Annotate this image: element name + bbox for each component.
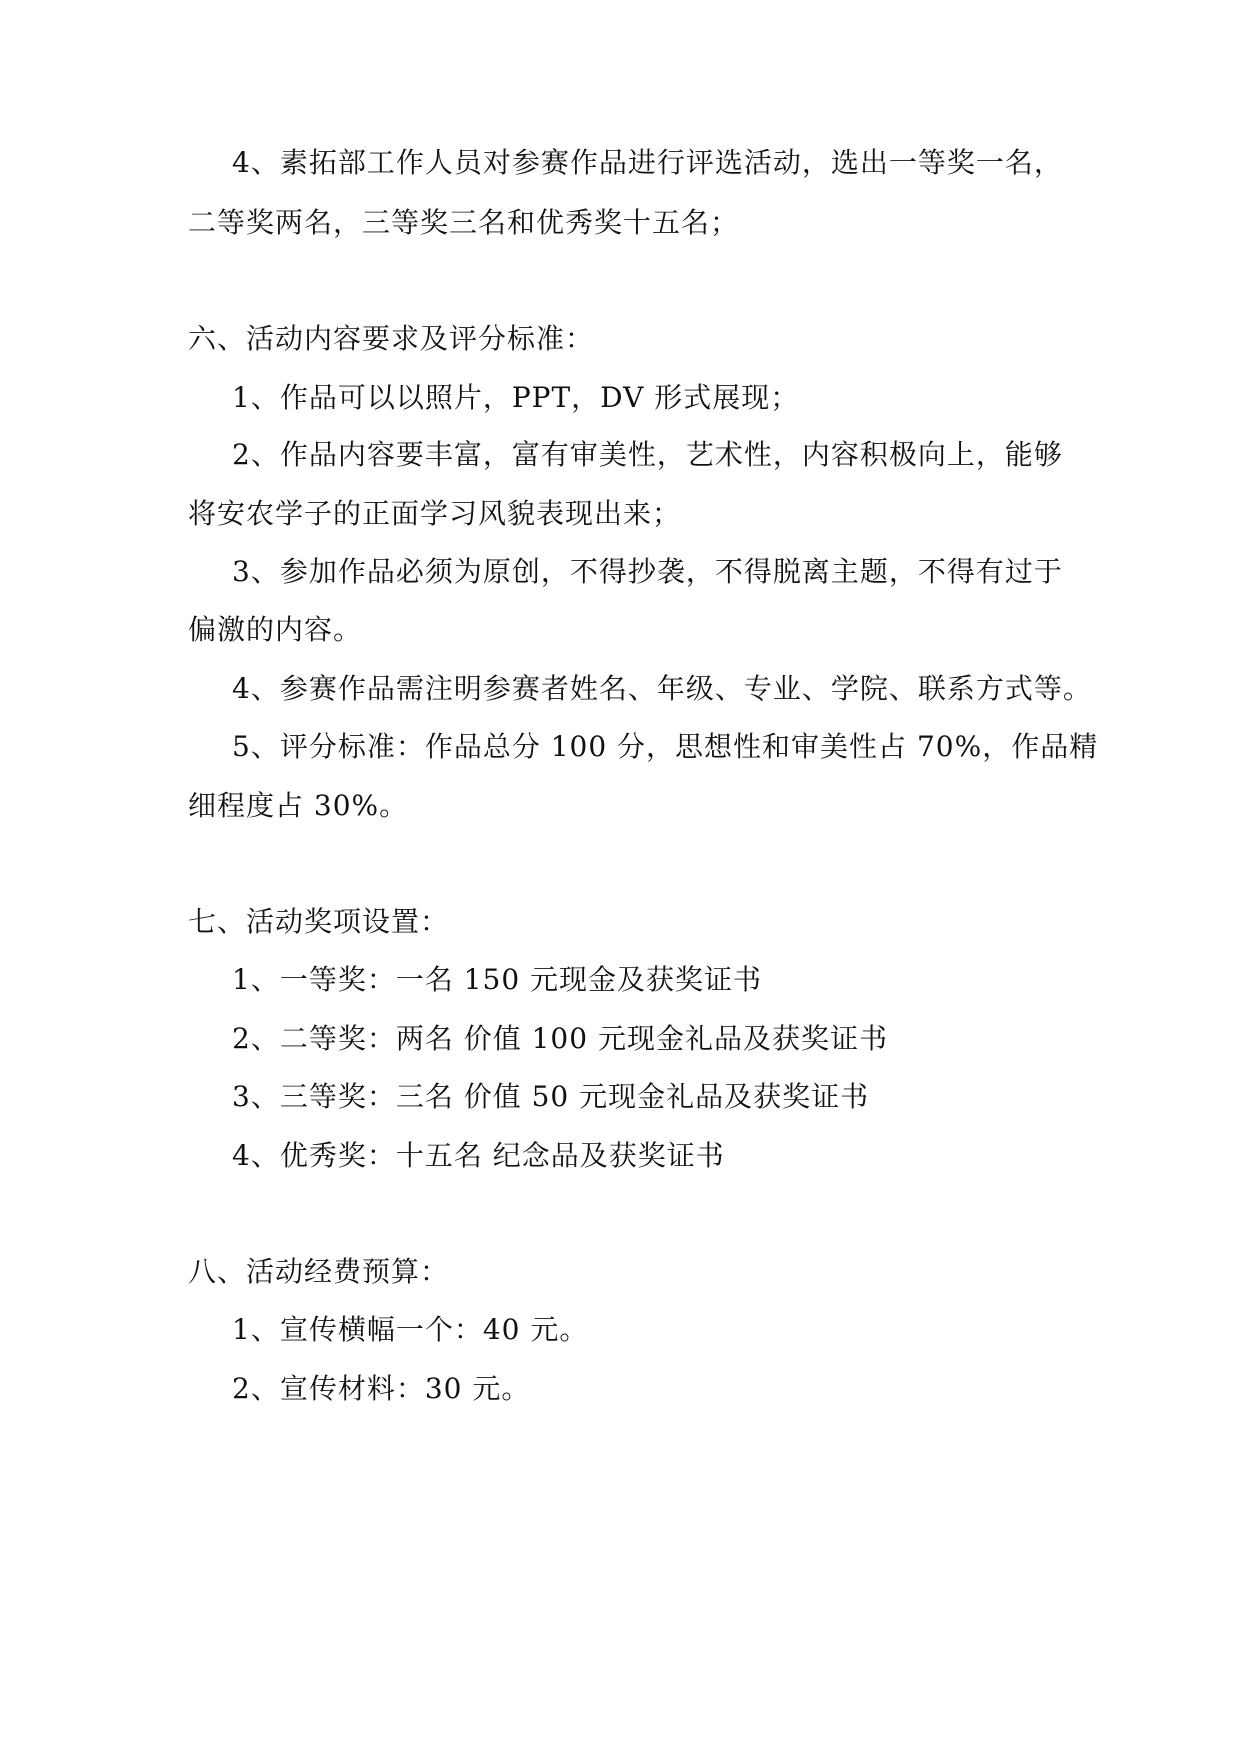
section6-item2-line2: 将安农学子的正面学习风貌表现出来； (188, 497, 682, 530)
section7-item3: 3、三等奖：三名 价值 50 元现金礼品及获奖证书 (232, 1080, 870, 1113)
section6-item3-line2: 偏激的内容。 (188, 613, 363, 646)
section6-item5-line2: 细程度占 30%。 (188, 789, 409, 822)
section8-item1: 1、宣传横幅一个：40 元。 (232, 1313, 589, 1346)
section5-item4-line1: 4、素拓部工作人员对参赛作品进行评选活动，选出一等奖一名， (232, 146, 1063, 179)
section7-item4: 4、优秀奖：十五名 纪念品及获奖证书 (232, 1139, 725, 1172)
section5-item4-line2: 二等奖两名，三等奖三名和优秀奖十五名； (188, 206, 740, 239)
section7-item2: 2、二等奖：两名 价值 100 元现金礼品及获奖证书 (232, 1022, 888, 1055)
section6-item2-line1: 2、作品内容要丰富，富有审美性，艺术性，内容积极向上，能够 (232, 438, 1063, 471)
section6-item4: 4、参赛作品需注明参赛者姓名、年级、专业、学院、联系方式等。 (232, 672, 1092, 705)
section8-item2: 2、宣传材料：30 元。 (232, 1372, 531, 1405)
section6-item1: 1、作品可以以照片，PPT，DV 形式展现； (232, 381, 800, 414)
section7-heading: 七、活动奖项设置： (188, 905, 450, 938)
section7-item1: 1、一等奖：一名 150 元现金及获奖证书 (232, 963, 763, 996)
section8-heading: 八、活动经费预算： (188, 1255, 450, 1288)
section6-item3-line1: 3、参加作品必须为原创，不得抄袭，不得脱离主题，不得有过于 (232, 555, 1063, 588)
section6-heading: 六、活动内容要求及评分标准： (188, 322, 595, 355)
section6-item5-line1: 5、评分标准：作品总分 100 分，思想性和审美性占 70%，作品精 (232, 730, 1099, 763)
